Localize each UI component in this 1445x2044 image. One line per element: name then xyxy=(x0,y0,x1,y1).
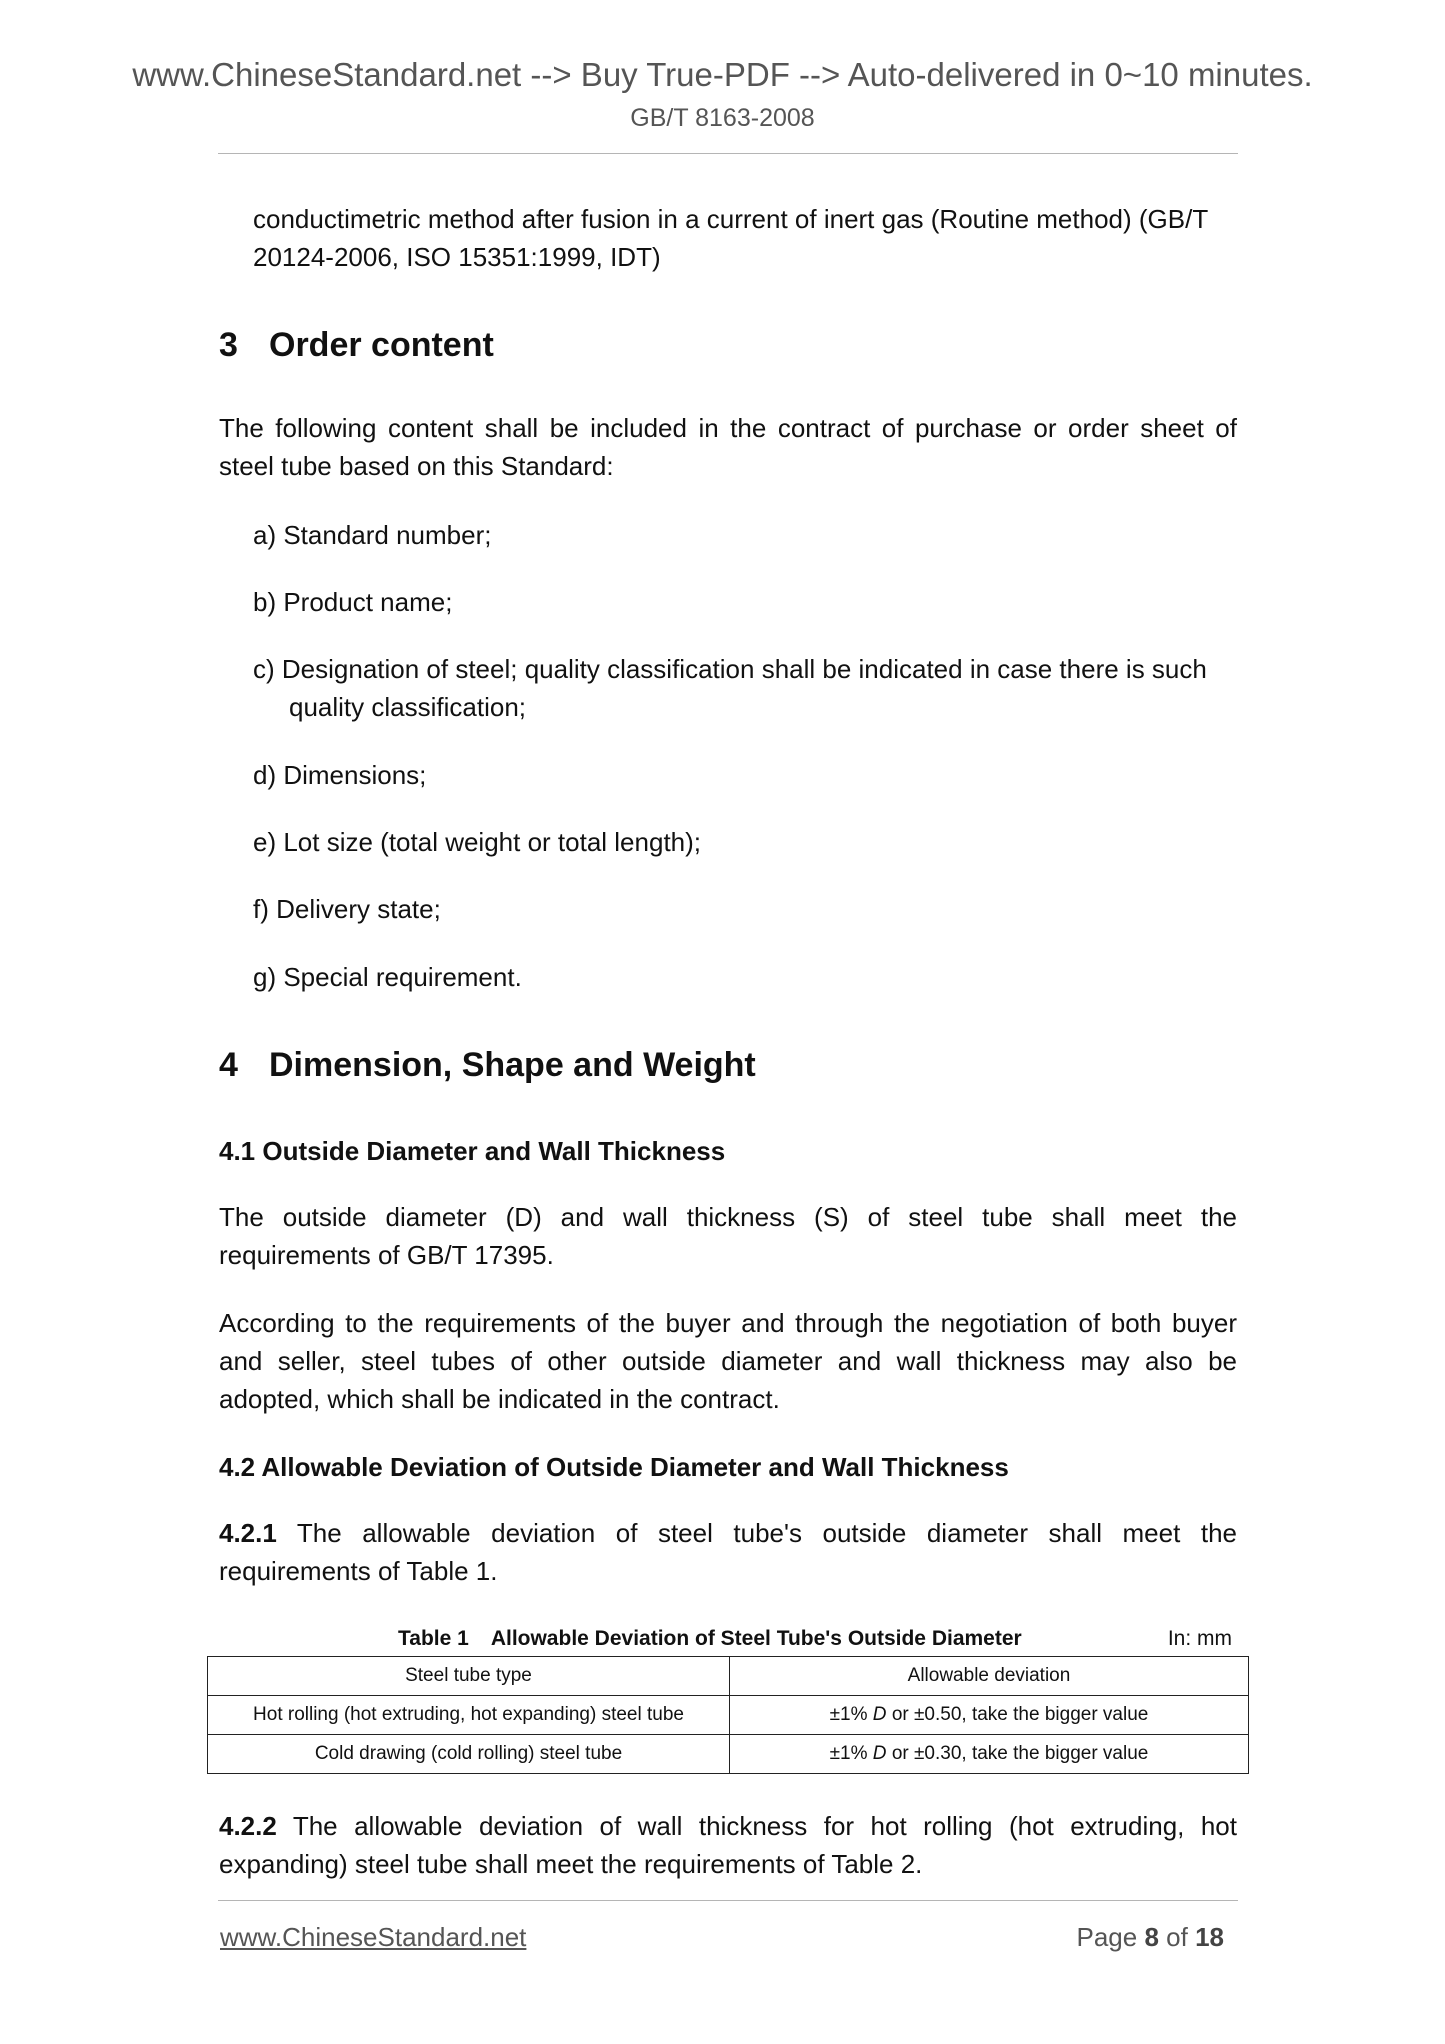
page-label: Page xyxy=(1076,1922,1138,1952)
footer-site-link[interactable]: www.ChineseStandard.net xyxy=(220,1922,527,1952)
intro-line-1: conductimetric method after fusion in a current of inert gas (Routine method) (GB/T xyxy=(253,204,1209,234)
standard-number: GB/T 8163-2008 xyxy=(630,104,815,132)
list-item: f) Delivery state; xyxy=(253,894,441,924)
subsection-4-1-paragraph-2: According to the requirements of the buyer and through the negotiation of both buyer and seller, steel tubes of other outside diameter and wall thickness may also be adopted, which shall be indicated in the contract. xyxy=(219,1308,1237,1414)
column-header-tube-type: Steel tube type xyxy=(208,1657,730,1696)
section-3-heading xyxy=(219,328,494,362)
page-current: 8 xyxy=(1144,1922,1159,1952)
deviation-prefix: ±1% xyxy=(829,1743,868,1764)
table-header-row xyxy=(208,1657,1249,1696)
list-item: b) Product name; xyxy=(253,587,453,617)
clause-4-2-1 xyxy=(219,1514,1237,1590)
clause-4-2-1-number: 4.2.1 xyxy=(219,1518,277,1548)
table-row xyxy=(208,1696,1249,1735)
table-cell-tube-type: Hot rolling (hot extruding, hot expanding) steel tube xyxy=(208,1696,730,1735)
subsection-4-1-paragraph-1: The outside diameter (D) and wall thickness (S) of steel tube shall meet the requirements of GB/T 17395. xyxy=(219,1202,1237,1270)
deviation-suffix: or ±0.30, take the bigger value xyxy=(891,1743,1149,1764)
deviation-prefix: ±1% xyxy=(829,1704,868,1725)
table-1-title: Allowable Deviation of Steel Tube's Outside Diameter xyxy=(490,1627,1022,1650)
section-4-heading xyxy=(219,1048,756,1082)
section-4-number: 4 xyxy=(219,1046,238,1084)
footer-divider xyxy=(218,1900,1238,1901)
list-item: g) Special requirement. xyxy=(253,962,522,992)
clause-4-2-2 xyxy=(219,1807,1237,1883)
table-cell-deviation xyxy=(730,1735,1249,1774)
list-item: c) Designation of steel; quality classification shall be indicated in case there is such xyxy=(253,654,1207,684)
clause-4-2-1-text: The allowable deviation of steel tube's outside diameter shall meet the requirements of Table 1. xyxy=(219,1518,1237,1586)
intro-line-2: 20124-2006, ISO 15351:1999, IDT) xyxy=(253,242,661,272)
list-item-continuation: quality classification; xyxy=(289,692,526,722)
clause-4-2-2-number: 4.2.2 xyxy=(219,1811,277,1841)
section-3-number: 3 xyxy=(219,326,238,364)
page-total: 18 xyxy=(1195,1922,1224,1952)
subsection-4-1-heading: 4.1 Outside Diameter and Wall Thickness xyxy=(219,1136,726,1166)
subsection-4-2-heading: 4.2 Allowable Deviation of Outside Diameter and Wall Thickness xyxy=(219,1452,1009,1482)
clause-4-2-2-text: The allowable deviation of wall thickness for hot rolling (hot extruding, hot expanding) steel tube shall meet the requirements of Table 2. xyxy=(219,1811,1237,1879)
header-divider xyxy=(218,153,1238,154)
page-indicator xyxy=(1076,1924,1224,1950)
list-item: e) Lot size (total weight or total length); xyxy=(253,827,702,857)
header-promo-link[interactable]: www.ChineseStandard.net --> Buy True-PDF --> Auto-delivered in 0~10 minutes. xyxy=(132,56,1313,93)
table-1-unit: In: mm xyxy=(1167,1627,1232,1650)
deviation-suffix: or ±0.50, take the bigger value xyxy=(891,1704,1149,1725)
list-item: a) Standard number; xyxy=(253,520,492,550)
list-item: d) Dimensions; xyxy=(253,760,427,790)
table-1-caption xyxy=(398,1628,1022,1649)
table-1 xyxy=(207,1656,1249,1774)
deviation-variable: D xyxy=(872,1704,887,1725)
section-3-paragraph: The following content shall be included in the contract of purchase or order sheet of steel tube based on this Standard: xyxy=(219,413,1237,481)
table-cell-tube-type: Cold drawing (cold rolling) steel tube xyxy=(208,1735,730,1774)
column-header-allowable-deviation: Allowable deviation xyxy=(730,1657,1249,1696)
table-row xyxy=(208,1735,1249,1774)
section-3-title: Order content xyxy=(269,326,494,364)
deviation-variable: D xyxy=(872,1743,887,1764)
page-of: of xyxy=(1166,1922,1188,1952)
table-1-label: Table 1 xyxy=(398,1627,469,1650)
table-cell-deviation xyxy=(730,1696,1249,1735)
section-4-title: Dimension, Shape and Weight xyxy=(269,1046,756,1084)
